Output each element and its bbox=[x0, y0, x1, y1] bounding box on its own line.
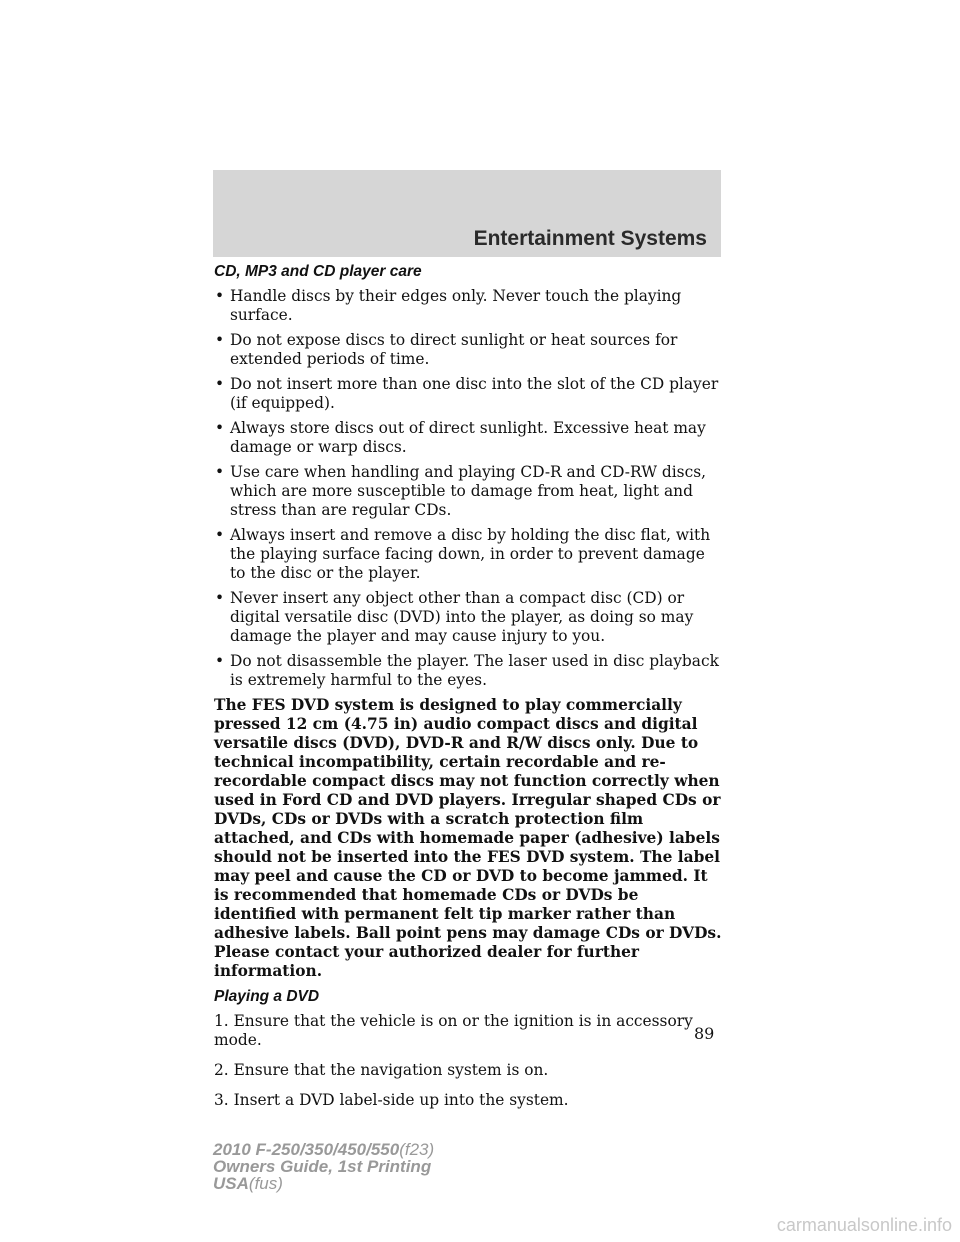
list-item: • Use care when handling and playing CD-R and CD-RW discs, which are more susceptible to damage from heat, light and stress than are regular CDs. bbox=[215, 463, 706, 519]
watermark: carmanualsonline.info bbox=[776, 1215, 952, 1235]
header-band bbox=[213, 170, 721, 257]
footer-print-info bbox=[213, 1141, 434, 1192]
care-heading: CD, MP3 and CD player care bbox=[214, 263, 422, 280]
footer-model-code: (f23) bbox=[399, 1140, 435, 1159]
care-bullet-list bbox=[214, 287, 724, 690]
list-item: • Never insert any object other than a compact disc (CD) or digital versatile disc (DVD) into the player, as doing so may damage the player and may cause injury to you. bbox=[215, 589, 694, 645]
step-item: 1. Ensure that the vehicle is on or the ignition is in accessory mode. bbox=[214, 1012, 693, 1049]
list-item: • Do not expose discs to direct sunlight or heat sources for extended periods of time. bbox=[215, 331, 678, 368]
bullet-icon: • bbox=[215, 463, 225, 481]
list-item: • Do not disassemble the player. The laser used in disc playback is extremely harmful to the eyes. bbox=[215, 652, 719, 689]
disc-compatibility-notice: The FES DVD system is designed to play commercially pressed 12 cm (4.75 in) audio compact discs and digital versatile discs (DVD), DVD-R and R/W discs only. Due to technical incompatibility, certain recordable and re-recordable compact discs may not function correctly when used in Ford CD and DVD players. Irregular shaped CDs or DVDs, CDs or DVDs with a scratch protection film attached, and CDs with homemade paper (adhesive) labels should not be inserted into the FES DVD system. The label may peel and cause the CD or DVD to become jammed. It is recommended that homemade CDs or DVDs be identified with permanent felt tip marker rather than adhesive labels. Ball point pens may damage CDs or DVDs. Please contact your authorized dealer for further information. bbox=[214, 696, 722, 980]
bullet-icon: • bbox=[215, 652, 225, 670]
bullet-icon: • bbox=[215, 375, 225, 393]
footer-edition: Owners Guide, 1st Printing bbox=[213, 1157, 432, 1176]
list-item: • Do not insert more than one disc into the slot of the CD player (if equipped). bbox=[215, 375, 719, 412]
list-item: • Always store discs out of direct sunlight. Excessive heat may damage or warp discs. bbox=[215, 419, 706, 456]
footer-model: 2010 F-250/350/450/550 bbox=[213, 1140, 400, 1159]
list-item: • Handle discs by their edges only. Never touch the playing surface. bbox=[215, 287, 682, 324]
bullet-icon: • bbox=[215, 287, 225, 305]
footer-market-code: (fus) bbox=[248, 1174, 283, 1193]
section-title: Entertainment Systems bbox=[473, 227, 707, 250]
footer-market: USA bbox=[213, 1174, 249, 1193]
playing-dvd-steps bbox=[214, 1012, 724, 1110]
bullet-icon: • bbox=[215, 331, 225, 349]
page-content bbox=[214, 262, 724, 1121]
bullet-icon: • bbox=[215, 526, 225, 544]
step-item: 3. Insert a DVD label-side up into the system. bbox=[214, 1091, 569, 1109]
playing-dvd-heading: Playing a DVD bbox=[214, 988, 320, 1005]
bullet-icon: • bbox=[215, 589, 225, 607]
step-item: 2. Ensure that the navigation system is on. bbox=[214, 1061, 549, 1079]
page-number: 89 bbox=[694, 1024, 715, 1043]
list-item: • Always insert and remove a disc by holding the disc flat, with the playing surface facing down, in order to prevent damage to the disc or the player. bbox=[215, 526, 711, 582]
bullet-icon: • bbox=[215, 419, 225, 437]
